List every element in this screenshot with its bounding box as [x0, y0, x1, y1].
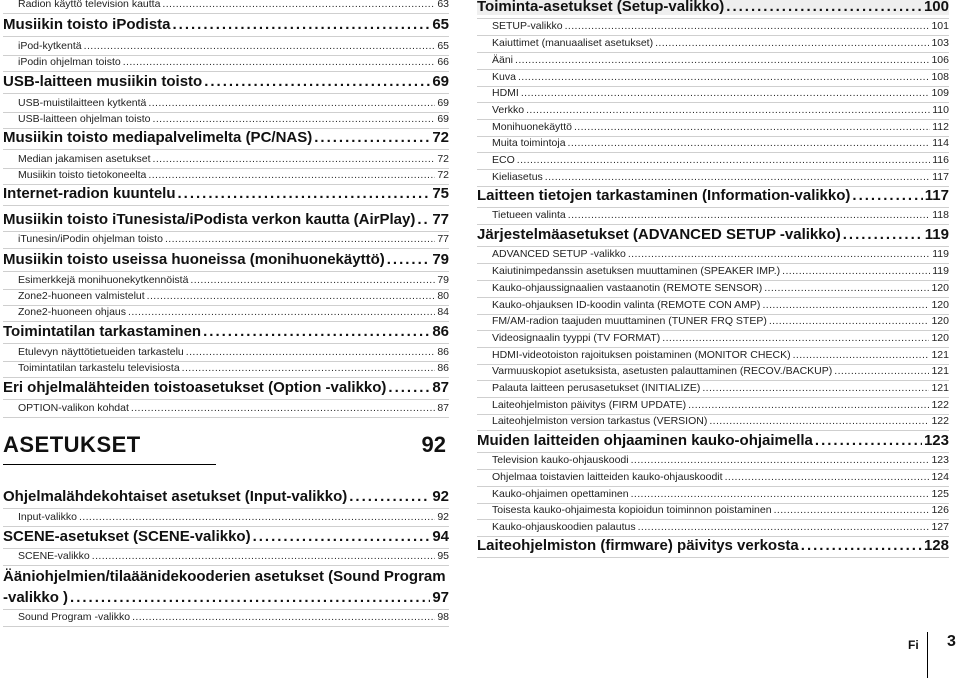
- toc-entry-text: Musiikin toisto tietokoneelta: [18, 169, 147, 181]
- row-divider: [3, 417, 449, 418]
- row-divider: [477, 297, 949, 298]
- row-divider: [477, 207, 949, 208]
- toc-page-number: 123: [931, 454, 949, 466]
- toc-page-number: 69: [437, 97, 449, 109]
- toc-entry-text: Varmuuskopiot asetuksista, asetusten palauttaminen (RECOV./BACKUP): [492, 365, 833, 377]
- toc-heading[interactable]: [3, 528, 449, 545]
- toc-heading[interactable]: [3, 379, 449, 396]
- dot-leader: [843, 226, 923, 243]
- row-divider: [477, 246, 949, 247]
- toc-heading[interactable]: [3, 488, 449, 505]
- dot-leader: [92, 550, 436, 562]
- row-divider: [3, 609, 449, 610]
- dot-leader: [84, 40, 436, 52]
- toc-entry[interactable]: [3, 40, 449, 52]
- footer-language: Fi: [908, 638, 919, 652]
- toc-heading[interactable]: [3, 129, 449, 146]
- toc-page-number: 66: [437, 56, 449, 68]
- toc-entry[interactable]: [477, 521, 949, 533]
- toc-entry[interactable]: [477, 471, 949, 483]
- toc-heading-text: Musiikin toisto iTunesista/iPodista verkon kautta (AirPlay): [3, 211, 416, 228]
- row-divider: [477, 102, 949, 103]
- toc-entry[interactable]: [477, 87, 949, 99]
- dot-leader: [769, 315, 930, 327]
- toc-heading[interactable]: [477, 226, 949, 243]
- dot-leader: [628, 248, 930, 260]
- toc-entry-text: Laiteohjelmiston päivitys (FIRM UPDATE): [492, 399, 687, 411]
- toc-page-number: 117: [924, 187, 949, 204]
- dot-leader: [688, 399, 929, 411]
- toc-entry[interactable]: [3, 402, 449, 414]
- toc-entry[interactable]: [3, 274, 449, 286]
- toc-entry[interactable]: [477, 171, 949, 183]
- dot-leader: [852, 187, 922, 204]
- row-divider: [3, 508, 449, 509]
- toc-heading[interactable]: [3, 185, 449, 202]
- toc-page-number: 116: [932, 154, 949, 166]
- toc-entry-text: Kauko-ohjaimen opettaminen: [492, 488, 629, 500]
- dot-leader: [162, 0, 435, 10]
- toc-entry-text: iPodin ohjelman toisto: [18, 56, 121, 68]
- toc-entry[interactable]: [477, 37, 949, 49]
- toc-page-number: 97: [432, 589, 449, 606]
- row-divider: [477, 263, 949, 264]
- toc-entry-text: Toisesta kauko-ohjaimesta kopioidun toiminnon poistaminen: [492, 504, 772, 516]
- toc-entry[interactable]: [477, 332, 949, 344]
- toc-entry[interactable]: [477, 349, 949, 361]
- toc-entry[interactable]: [3, 169, 449, 181]
- toc-entry-text: Kaiuttimet (manuaaliset asetukset): [492, 37, 654, 49]
- dot-leader: [123, 56, 436, 68]
- toc-entry-text: Monihuonekäyttö: [492, 121, 572, 133]
- toc-entry[interactable]: [3, 113, 449, 125]
- dot-leader: [182, 362, 436, 374]
- toc-page-number: 77: [437, 233, 449, 245]
- toc-entry-text: Zone2-huoneen ohjaus: [18, 306, 127, 318]
- toc-entry-text: Videosignaalin tyyppi (TV FORMAT): [492, 332, 661, 344]
- dot-leader: [70, 589, 430, 606]
- toc-entry-text: Kuva: [492, 71, 516, 83]
- toc-entry[interactable]: [477, 71, 949, 83]
- row-divider: [477, 486, 949, 487]
- dot-leader: [662, 332, 929, 344]
- row-divider: [477, 169, 949, 170]
- row-divider: [3, 205, 449, 206]
- row-divider: [477, 280, 949, 281]
- dot-leader: [186, 346, 436, 358]
- section-block: [3, 428, 449, 468]
- toc-entry[interactable]: [477, 454, 949, 466]
- toc-page-number: 72: [437, 153, 449, 165]
- row-divider: [477, 397, 949, 398]
- toc-entry-text: USB-laitteen ohjelman toisto: [18, 113, 151, 125]
- toc-entry-text: Television kauko-ohjauskoodi: [492, 454, 629, 466]
- toc-page-number: 101: [931, 20, 949, 32]
- toc-entry[interactable]: [477, 104, 949, 116]
- toc-heading[interactable]: [3, 211, 449, 228]
- row-divider: [3, 343, 449, 344]
- toc-page-number: 123: [923, 432, 949, 449]
- dot-leader: [725, 471, 930, 483]
- toc-heading-text: Ohjelmalähdekohtaiset asetukset (Input-valikko): [3, 488, 348, 505]
- toc-entry-text: Esimerkkejä monihuonekytkennöistä: [18, 274, 189, 286]
- toc-page-number: 80: [437, 290, 449, 302]
- toc-heading-text: SCENE-asetukset (SCENE-valikko): [3, 528, 251, 545]
- toc-entry[interactable]: [3, 56, 449, 68]
- toc-entry[interactable]: [3, 0, 449, 10]
- toc-heading-text: Eri ohjelmalähteiden toistoasetukset (Option -valikko): [3, 379, 387, 396]
- toc-page-number: 126: [931, 504, 949, 516]
- toc-entry-text: SETUP-valikko: [492, 20, 563, 32]
- toc-page-number: 92: [437, 511, 449, 523]
- toc-page-number: 120: [931, 332, 949, 344]
- row-divider: [3, 565, 449, 566]
- dot-leader: [834, 365, 929, 377]
- row-divider: [3, 71, 449, 72]
- toc-entry-text: Ääni: [492, 54, 514, 66]
- toc-page-number: 106: [931, 54, 949, 66]
- row-divider: [477, 430, 949, 431]
- dot-leader: [128, 306, 435, 318]
- dot-leader: [178, 185, 431, 202]
- toc-page-number: 94: [432, 528, 449, 545]
- toc-entry[interactable]: [477, 154, 949, 166]
- toc-page-number: 92: [432, 488, 449, 505]
- toc-entry-text: Kauko-ohjaussignaalien vastaanotin (REMOTE SENSOR): [492, 282, 763, 294]
- toc-page-number: 75: [432, 185, 449, 202]
- toc-entry-text: Etulevyn näyttötietueiden tarkastelu: [18, 346, 184, 358]
- toc-entry-text: Kaiutinimpedanssin asetuksen muuttaminen (SPEAKER IMP.): [492, 265, 781, 277]
- row-divider: [3, 526, 449, 527]
- toc-entry[interactable]: [477, 382, 949, 394]
- toc-entry-text: Laiteohjelmiston version tarkastus (VERSION): [492, 415, 708, 427]
- toc-entry-text: Ohjelmaa toistavien laitteiden kauko-ohjauskoodit: [492, 471, 723, 483]
- row-divider: [3, 231, 449, 232]
- toc-page-number: 128: [923, 537, 949, 554]
- toc-entry[interactable]: [3, 511, 449, 523]
- toc-page-number: 110: [932, 104, 949, 116]
- dot-leader: [314, 129, 430, 146]
- toc-heading-text: Musiikin toisto mediapalvelimelta (PC/NAS): [3, 129, 313, 146]
- toc-entry[interactable]: [3, 611, 449, 623]
- dot-leader: [203, 323, 430, 340]
- dot-leader: [147, 290, 436, 302]
- toc-entry-text: ADVANCED SETUP -valikko: [492, 248, 626, 260]
- toc-entry-text: FM/AM-radion taajuden muuttaminen (TUNER FRQ STEP): [492, 315, 767, 327]
- toc-entry-text: HDMI: [492, 87, 519, 99]
- toc-entry[interactable]: [477, 248, 949, 260]
- toc-page-number: 124: [931, 471, 949, 483]
- toc-page-number: 72: [432, 129, 449, 146]
- toc-page-number: 86: [437, 346, 449, 358]
- toc-page-number: 87: [437, 402, 449, 414]
- dot-leader: [148, 169, 435, 181]
- dot-leader: [148, 97, 435, 109]
- dot-leader: [631, 454, 930, 466]
- section-underline: [3, 464, 216, 465]
- dot-leader: [417, 211, 430, 228]
- toc-heading[interactable]: [3, 16, 449, 33]
- toc-entry-text: iPod-kytkentä: [18, 40, 82, 52]
- toc-heading-continued[interactable]: [3, 589, 449, 606]
- row-divider: [477, 35, 949, 36]
- toc-entry[interactable]: [3, 233, 449, 245]
- toc-entry-text: Kauko-ohjauskoodien palautus: [492, 521, 636, 533]
- toc-page-number: 103: [931, 37, 949, 49]
- toc-page-number: 120: [931, 299, 949, 311]
- row-divider: [477, 18, 949, 19]
- toc-page-number: 98: [437, 611, 449, 623]
- row-divider: [3, 548, 449, 549]
- toc-entry[interactable]: [477, 299, 949, 311]
- toc-entry[interactable]: [477, 137, 949, 149]
- toc-entry[interactable]: [477, 415, 949, 427]
- toc-entry[interactable]: [477, 54, 949, 66]
- row-divider: [3, 321, 449, 322]
- toc-entry-text: SCENE-valikko: [18, 550, 90, 562]
- toc-heading-text: Laitteen tietojen tarkastaminen (Information-valikko): [477, 187, 851, 204]
- toc-page-number: 65: [437, 40, 449, 52]
- toc-entry[interactable]: [477, 399, 949, 411]
- toc-entry[interactable]: [3, 550, 449, 562]
- row-divider: [477, 469, 949, 470]
- toc-page-number: 95: [437, 550, 449, 562]
- toc-heading[interactable]: [477, 432, 949, 449]
- toc-entry-text: HDMI-videotoiston rajoituksen poistaminen (MONITOR CHECK): [492, 349, 791, 361]
- row-divider: [477, 52, 949, 53]
- toc-entry[interactable]: [477, 315, 949, 327]
- dot-leader: [568, 137, 931, 149]
- toc-entry-text: iTunesin/iPodin ohjelman toisto: [18, 233, 163, 245]
- toc-heading[interactable]: [3, 251, 449, 268]
- toc-page-number: 121: [931, 365, 949, 377]
- toc-page-number: 121: [931, 382, 949, 394]
- toc-entry-text: Sound Program -valikko: [18, 611, 131, 623]
- toc-entry[interactable]: [3, 290, 449, 302]
- dot-leader: [173, 16, 431, 33]
- toc-page-number: 121: [931, 349, 949, 361]
- toc-page-number: 72: [437, 169, 449, 181]
- toc-entry[interactable]: [3, 362, 449, 374]
- row-divider: [477, 380, 949, 381]
- toc-page-number: 63: [437, 0, 449, 10]
- dot-leader: [702, 382, 929, 394]
- toc-entry[interactable]: [477, 121, 949, 133]
- toc-page-number: 84: [437, 306, 449, 318]
- row-divider: [477, 347, 949, 348]
- dot-leader: [518, 71, 930, 83]
- toc-page-number: 127: [931, 521, 949, 533]
- dot-leader: [764, 282, 929, 294]
- toc-entry[interactable]: [477, 20, 949, 32]
- dot-leader: [521, 87, 930, 99]
- dot-leader: [349, 488, 430, 505]
- toc-entry-text: Input-valikko: [18, 511, 77, 523]
- dot-leader: [545, 171, 930, 183]
- section-title: ASETUKSET: [3, 432, 141, 457]
- toc-page-number: 86: [437, 362, 449, 374]
- toc-page-number: 65: [432, 16, 449, 33]
- toc-entry-text: Palauta laitteen perusasetukset (INITIALIZE): [492, 382, 701, 394]
- toc-entry[interactable]: [477, 265, 949, 277]
- toc-page-number: 114: [932, 137, 949, 149]
- dot-leader: [568, 209, 931, 221]
- toc-page-number: 125: [931, 488, 949, 500]
- row-divider: [477, 224, 949, 225]
- toc-heading-text: Muiden laitteiden ohjaaminen kauko-ohjaimella: [477, 432, 813, 449]
- dot-leader: [190, 274, 435, 286]
- dot-leader: [515, 54, 929, 66]
- row-divider: [477, 152, 949, 153]
- toc-entry[interactable]: [477, 365, 949, 377]
- toc-heading-text: Internet-radion kuuntelu: [3, 185, 176, 202]
- toc-page-number: 79: [437, 274, 449, 286]
- dot-leader: [165, 233, 435, 245]
- dot-leader: [388, 379, 430, 396]
- dot-leader: [726, 0, 922, 15]
- toc-entry[interactable]: [477, 504, 949, 516]
- footer-page-number: 3: [947, 633, 956, 650]
- dot-leader: [79, 511, 435, 523]
- toc-heading-text: -valikko ): [3, 589, 69, 606]
- toc-heading-text: Laiteohjelmiston (firmware) päivitys verkosta: [477, 537, 799, 554]
- toc-entry-text: Kieliasetus: [492, 171, 543, 183]
- row-divider: [477, 330, 949, 331]
- dot-leader: [762, 299, 929, 311]
- toc-page-number: 119: [932, 265, 949, 277]
- toc-page-number: 119: [924, 226, 949, 243]
- toc-heading[interactable]: [477, 537, 949, 554]
- toc-page-number: 122: [931, 415, 949, 427]
- toc-entry[interactable]: [477, 209, 949, 221]
- toc-heading-text: USB-laitteen musiikin toisto: [3, 73, 203, 90]
- row-divider: [477, 69, 949, 70]
- dot-leader: [574, 121, 930, 133]
- row-divider: [3, 36, 449, 37]
- row-divider: [3, 248, 449, 249]
- dot-leader: [631, 488, 930, 500]
- dot-leader: [793, 349, 930, 361]
- toc-entry-text: Toimintatilan tarkastelu televisiosta: [18, 362, 180, 374]
- toc-entry-text: Verkko: [492, 104, 525, 116]
- toc-heading-text: Musiikin toisto iPodista: [3, 16, 171, 33]
- toc-entry-text: Median jakamisen asetukset: [18, 153, 151, 165]
- dot-leader: [132, 611, 435, 623]
- dot-leader: [526, 104, 930, 116]
- toc-page-number: 108: [931, 71, 949, 83]
- toc-entry-text: Kauko-ohjauksen ID-koodin valinta (REMOTE CON AMP): [492, 299, 761, 311]
- row-divider: [3, 271, 449, 272]
- dot-leader: [131, 402, 435, 414]
- toc-entry-text: Muita toimintoja: [492, 137, 566, 149]
- toc-heading-text: Musiikin toisto useissa huoneissa (monihuonekäyttö): [3, 251, 385, 268]
- dot-leader: [801, 537, 922, 554]
- row-divider: [477, 557, 949, 558]
- toc-page-number: 119: [932, 248, 949, 260]
- dot-leader: [517, 154, 930, 166]
- toc-entry-text: ECO: [492, 154, 515, 166]
- dot-leader: [253, 528, 431, 545]
- row-divider: [3, 399, 449, 400]
- toc-page-number: 122: [931, 399, 949, 411]
- toc-page-number: 120: [931, 282, 949, 294]
- dot-leader: [204, 73, 430, 90]
- dot-leader: [655, 37, 929, 49]
- toc-heading[interactable]: [3, 323, 449, 340]
- row-divider: [477, 519, 949, 520]
- toc-page-number: 117: [932, 171, 949, 183]
- toc-page-number: 69: [432, 73, 449, 90]
- toc-page-number: 112: [932, 121, 949, 133]
- toc-page-number: 79: [432, 251, 449, 268]
- toc-page-number: 118: [932, 209, 949, 221]
- toc-entry[interactable]: [3, 153, 449, 165]
- toc-heading-text: Toimintatilan tarkastaminen: [3, 323, 202, 340]
- toc-heading-text: Järjestelmäasetukset (ADVANCED SETUP -valikko): [477, 226, 841, 243]
- dot-leader: [565, 20, 930, 32]
- toc-page-number: 100: [923, 0, 949, 15]
- toc-heading[interactable]: [3, 568, 449, 585]
- toc-entry[interactable]: [3, 306, 449, 318]
- toc-entry-text: USB-muistilaitteen kytkentä: [18, 97, 147, 109]
- section-page-number: 92: [421, 432, 446, 457]
- toc-heading[interactable]: [477, 187, 949, 204]
- row-divider: [477, 452, 949, 453]
- dot-leader: [153, 113, 436, 125]
- dot-leader: [638, 521, 930, 533]
- toc-page-number: 77: [432, 211, 449, 228]
- toc-page-number: 86: [432, 323, 449, 340]
- toc-entry-text: Radion käyttö television kautta: [18, 0, 161, 10]
- toc-entry[interactable]: [477, 488, 949, 500]
- toc-entry[interactable]: [3, 97, 449, 109]
- dot-leader: [387, 251, 431, 268]
- toc-page-number: 69: [437, 113, 449, 125]
- toc-entry-text: Tietueen valinta: [492, 209, 566, 221]
- dot-leader: [153, 153, 436, 165]
- row-divider: [3, 13, 449, 14]
- row-divider: [3, 93, 449, 94]
- row-divider: [3, 626, 449, 627]
- toc-entry[interactable]: [477, 282, 949, 294]
- row-divider: [3, 149, 449, 150]
- row-divider: [477, 119, 949, 120]
- dot-leader: [782, 265, 930, 277]
- toc-heading-text: Toiminta-asetukset (Setup-valikko): [477, 0, 725, 15]
- dot-leader: [709, 415, 929, 427]
- toc-entry-text: Zone2-huoneen valmistelut: [18, 290, 145, 302]
- toc-heading[interactable]: [477, 0, 949, 15]
- toc-entry-text: OPTION-valikon kohdat: [18, 402, 129, 414]
- toc-heading-text: Ääniohjelmien/tilaäänidekooderien asetukset (Sound Program: [3, 568, 446, 585]
- dot-leader: [815, 432, 922, 449]
- toc-heading[interactable]: [3, 73, 449, 90]
- row-divider: [3, 377, 449, 378]
- toc-page-number: 87: [432, 379, 449, 396]
- toc-page-number: 120: [931, 315, 949, 327]
- toc-page-number: 109: [931, 87, 949, 99]
- dot-leader: [774, 504, 930, 516]
- toc-entry[interactable]: [3, 346, 449, 358]
- footer-divider: [927, 632, 928, 678]
